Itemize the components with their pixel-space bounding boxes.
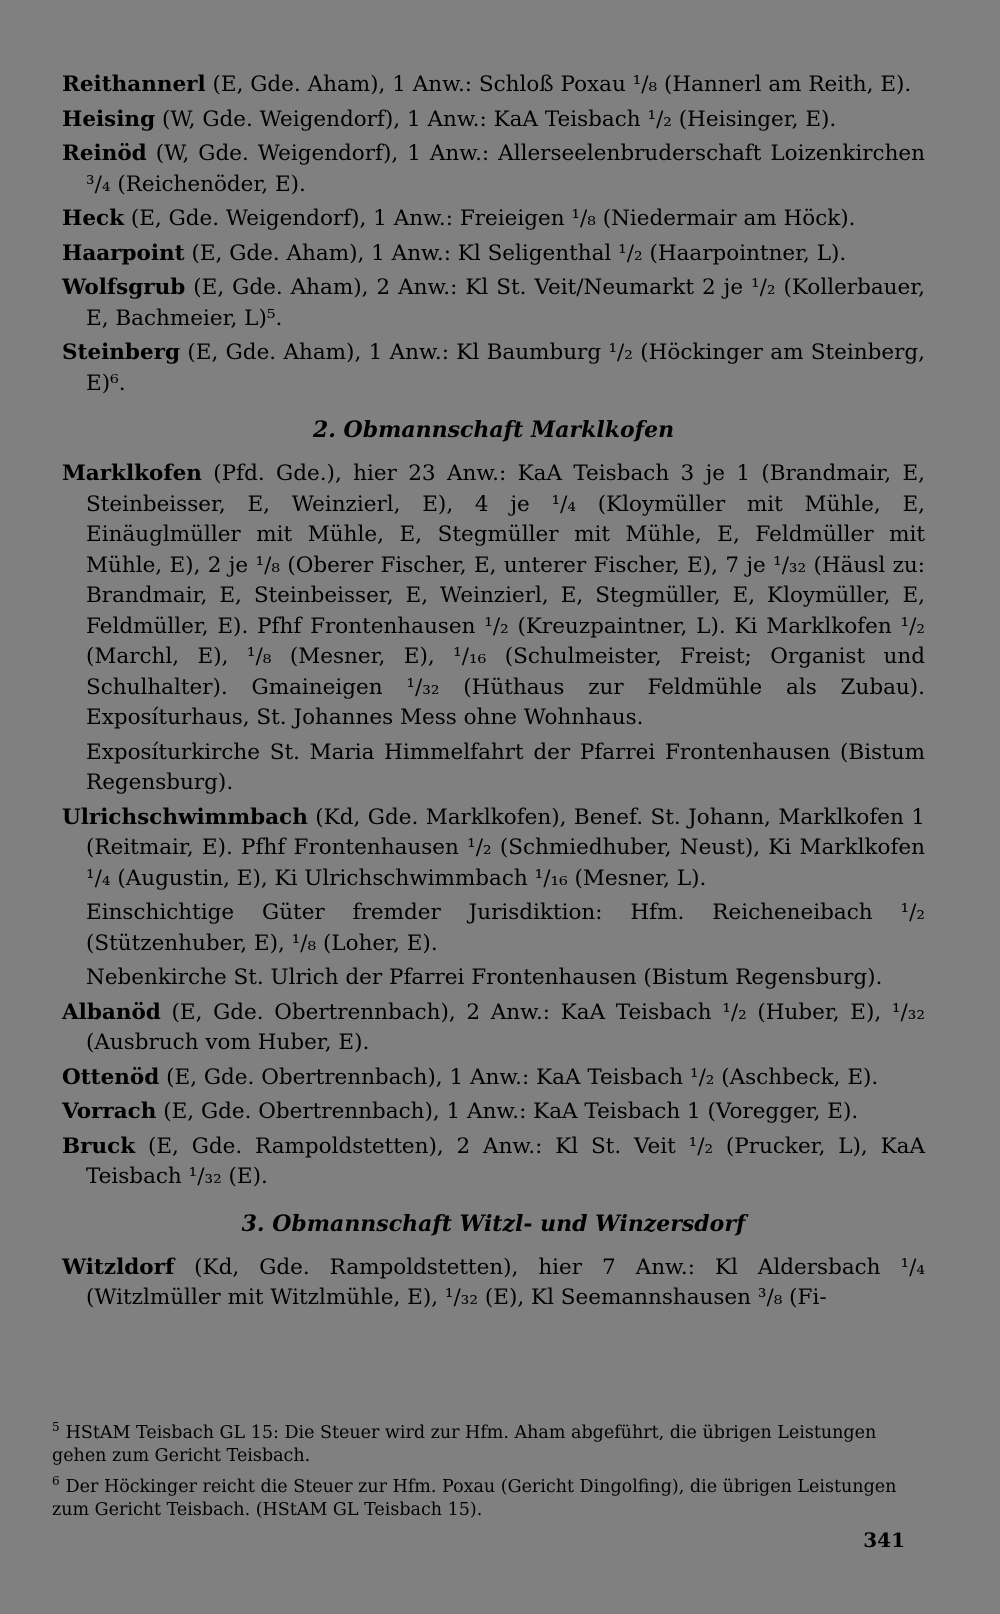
- place-name: Bruck: [62, 1133, 136, 1159]
- place-name: Vorrach: [62, 1099, 157, 1124]
- footnote: [52, 1416, 912, 1468]
- footnote-mark: 5: [52, 1420, 60, 1434]
- footnote-mark: 6: [52, 1473, 60, 1488]
- entry-haarpoint: [62, 239, 925, 270]
- section-title-witzldorf: 3. Obmannschaft Witzl- und Winzersdorf: [241, 1210, 746, 1237]
- entry-text: (E, Gde. Aham), 1 Anw.: Kl Baumburg ¹/₂ (Höckinger am Steinberg, E)⁶.: [86, 340, 925, 396]
- entry-text: (W, Gde. Weigendorf), 1 Anw.: KaA Teisbach ¹/₂ (Heisinger, E).: [155, 106, 837, 132]
- entry-text: (Pfd. Gde.), hier 23 Anw.: KaA Teisbach 3 je 1 (Brandmair, E, Steinbeisser, E, Weinzierl, E), 4 je ¹/₄ (Kloymüller mit Mühle, E, Einäuglmüller mit Mühle, E, Stegmüller mit Mühle, E, Feldmüller mit Mühle, E), 2 je ¹/₈ (Oberer Fischer, E, unterer Fischer, E), 7 je ¹/₃₂ (Häusl zu: Brandmair, E, Steinbeisser, E, Weinzierl, E, Stegmüller, E, Kloymüller, E, Feldmüller, E). Pfhf Frontenhausen ¹/₂ (Kreuzpaintner, L). Ki Marklkofen ¹/₂ (Marchl, E), ¹/₈ (Mesner, E), ¹/₁₆ (Schulmeister, Freist; Organist und Schulhalter). Gmaineigen ¹/₃₂ (Hüthaus zur Feldmühle als Zubau). Exposíturhaus, St. Johannes Mess ohne Wohnhaus.: [86, 461, 925, 730]
- footnote: [52, 1470, 912, 1522]
- entry-text: (E, Gde. Obertrennbach), 1 Anw.: KaA Teisbach ¹/₂ (Aschbeck, E).: [159, 1064, 879, 1090]
- entry-text: (W, Gde. Weigendorf), 1 Anw.: Allerseelenbruderschaft Loizenkirchen ³/₄ (Reichenöder, E).: [86, 141, 925, 197]
- entry-vorrach: [62, 1097, 925, 1128]
- section-witzldorf: [62, 1253, 925, 1314]
- entry-heck: [62, 204, 925, 235]
- footnotes: [52, 1416, 912, 1524]
- place-name: Albanöd: [62, 999, 161, 1025]
- entry-text: (Kd, Gde. Marklkofen), Benef. St. Johann, Marklkofen 1 (Reitmair, E). Pfhf Frontenhausen ¹/₂ (Schmiedhuber, Neust), Ki Marklkofen ¹/₄ (Augustin, E), Ki Ulrichschwimmbach ¹/₁₆ (Mesner, L).: [86, 804, 925, 891]
- entry-text: (E, Gde. Aham), 1 Anw.: Kl Seligenthal ¹/₂ (Haarpointner, L).: [184, 240, 847, 266]
- place-name: Ottenöd: [62, 1064, 160, 1090]
- place-name: Haarpoint: [62, 240, 185, 266]
- entry-text: (E, Gde. Aham), 2 Anw.: Kl St. Veit/Neumarkt 2 je ¹/₂ (Kollerbauer, E, Bachmeier, L)⁵.: [86, 275, 925, 331]
- place-name: Marklkofen: [62, 461, 202, 486]
- place-name: Wolfsgrub: [62, 275, 186, 300]
- place-name: Steinberg: [62, 340, 181, 365]
- section-title-marklkofen: 2. Obmannschaft Marklkofen: [312, 417, 675, 443]
- footnote-text: Der Höckinger reicht die Steuer zur Hfm. Poxau (Gericht Dingolfing), die übrigen Leistungen zum Gericht Teisbach. (HStAM GL Teisbach 15).: [52, 1476, 897, 1520]
- entry-text: (E, Gde. Obertrennbach), 2 Anw.: KaA Teisbach ¹/₂ (Huber, E), ¹/₃₂ (Ausbruch vom Huber, E).: [86, 999, 925, 1055]
- footnote-text: HStAM Teisbach GL 15: Die Steuer wird zur Hfm. Aham abgeführt, die übrigen Leistungen gehen zum Gericht Teisbach.: [52, 1422, 877, 1466]
- entry-text: (E, Gde. Rampoldstetten), 2 Anw.: Kl St. Veit ¹/₂ (Prucker, L), KaA Teisbach ¹/₃₂ (E).: [86, 1133, 925, 1189]
- place-name: Heck: [62, 206, 124, 231]
- entry-steinberg: [62, 338, 925, 399]
- entries-top: [62, 70, 925, 399]
- entry-ottenoed: [62, 1063, 925, 1094]
- entry-reinoed: [62, 139, 925, 200]
- entry-heising: [62, 105, 925, 136]
- section-marklkofen: [62, 459, 925, 1193]
- place-name: Reinöd: [62, 141, 147, 166]
- entry-note: Exposíturkirche St. Maria Himmelfahrt der Pfarrei Frontenhausen (Bistum Regensburg).: [86, 739, 925, 795]
- entry-reithannerl: [62, 70, 925, 101]
- entry-text: (E, Gde. Weigendorf), 1 Anw.: Freieigen ¹/₈ (Niedermair am Höck).: [123, 206, 856, 231]
- entry-note: Nebenkirche St. Ulrich der Pfarrei Frontenhausen (Bistum Regensburg).: [86, 965, 883, 990]
- entry-ulrichschwimmbach: [62, 803, 925, 895]
- entry-albanoed: [62, 998, 925, 1059]
- entry-text: (E, Gde. Obertrennbach), 1 Anw.: KaA Teisbach 1 (Voregger, E).: [156, 1099, 859, 1124]
- entry-witzldorf: [62, 1253, 925, 1314]
- entry-text: (E, Gde. Aham), 1 Anw.: Schloß Poxau ¹/₈ (Hannerl am Reith, E).: [205, 72, 912, 97]
- entry-note: Einschichtige Güter fremder Jurisdiktion: Hfm. Reicheneibach ¹/₂ (Stützenhuber, E), ¹/₈ (Loher, E).: [86, 900, 925, 956]
- entry-bruck: [62, 1132, 925, 1193]
- entry-text: (Kd, Gde. Rampoldstetten), hier 7 Anw.: Kl Aldersbach ¹/₄ (Witzlmüller mit Witzlmühle, E), ¹/₃₂ (E), Kl Seemannshausen ³/₈ (Fi-: [86, 1254, 925, 1310]
- place-name: Heising: [62, 106, 156, 132]
- place-name: Witzldorf: [62, 1254, 175, 1280]
- page-number: 341: [863, 1528, 905, 1552]
- place-name: Reithannerl: [62, 72, 206, 97]
- entry-marklkofen: [62, 459, 925, 734]
- entry-wolfsgrub: [62, 273, 925, 334]
- place-name: Ulrichschwimmbach: [62, 804, 308, 830]
